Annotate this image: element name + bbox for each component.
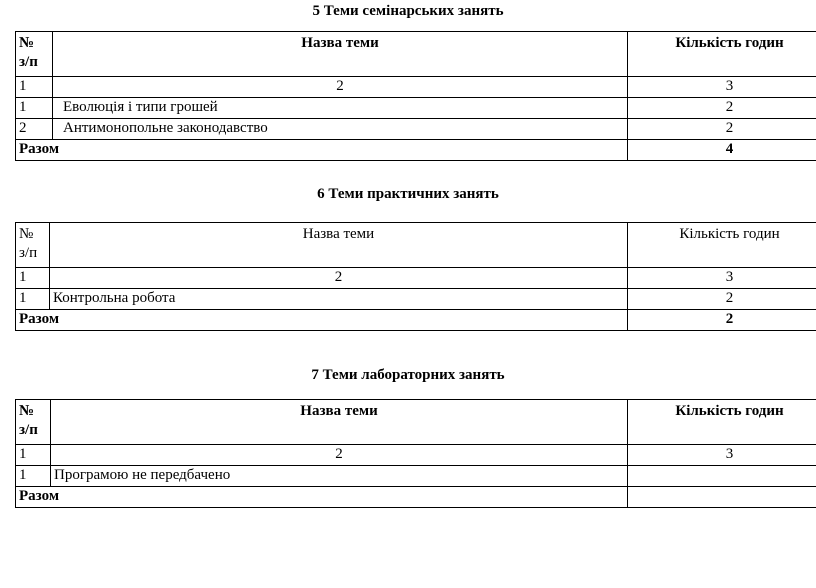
table-row xyxy=(16,119,816,140)
header-hours-cell: Кількість годин xyxy=(628,223,816,268)
practical-table xyxy=(15,222,816,331)
header-num-symbol: № xyxy=(19,403,35,419)
section-title-laboratory: 7 Теми лабораторних занять xyxy=(311,367,505,383)
row-topic: Програмою не передбачено xyxy=(51,466,628,487)
row-topic: Контрольна робота xyxy=(50,289,628,310)
header-num-abbrev: з/п xyxy=(19,422,38,438)
total-label: Разом xyxy=(16,310,628,331)
total-row xyxy=(16,140,816,161)
total-label: Разом xyxy=(16,140,628,161)
section-title-seminars: 5 Теми семінарських занять xyxy=(312,3,504,19)
header-num-symbol: № xyxy=(19,35,35,51)
header-hours-cell: Кількість годин xyxy=(628,400,816,445)
section-title-practical: 6 Теми практичних занять xyxy=(317,186,499,202)
header-name-cell: Назва теми xyxy=(51,400,628,445)
header-name-cell: Назва теми xyxy=(53,32,628,77)
table-header-row xyxy=(16,32,816,77)
total-hours: 2 xyxy=(628,310,816,331)
row-hours xyxy=(628,466,816,487)
index-row xyxy=(16,445,816,466)
total-label: Разом xyxy=(16,487,628,508)
index-cell-1: 1 xyxy=(16,445,51,466)
total-row xyxy=(16,310,816,331)
total-hours: 4 xyxy=(628,140,816,161)
total-row xyxy=(16,487,816,508)
total-hours xyxy=(628,487,816,508)
header-num-cell xyxy=(16,32,53,77)
row-num: 2 xyxy=(16,119,53,140)
index-cell-1: 1 xyxy=(16,77,53,98)
header-num-abbrev: з/п xyxy=(19,54,38,70)
row-num: 1 xyxy=(16,98,53,119)
row-hours: 2 xyxy=(628,289,816,310)
seminars-table xyxy=(15,31,816,161)
laboratory-table xyxy=(15,399,816,508)
header-name-cell: Назва теми xyxy=(50,223,628,268)
row-topic: Еволюція і типи грошей xyxy=(53,98,628,119)
row-topic: Антимонопольне законодавство xyxy=(53,119,628,140)
header-num-abbrev: з/п xyxy=(19,245,38,261)
row-num: 1 xyxy=(16,466,51,487)
table-header-row xyxy=(16,400,816,445)
index-cell-2: 2 xyxy=(50,268,628,289)
header-num-symbol: № xyxy=(19,226,34,242)
table-header-row xyxy=(16,223,816,268)
index-cell-3: 3 xyxy=(628,77,816,98)
index-cell-2: 2 xyxy=(51,445,628,466)
index-cell-2: 2 xyxy=(53,77,628,98)
index-row xyxy=(16,268,816,289)
index-cell-1: 1 xyxy=(16,268,50,289)
index-row xyxy=(16,77,816,98)
row-num: 1 xyxy=(16,289,50,310)
index-cell-3: 3 xyxy=(628,445,816,466)
row-hours: 2 xyxy=(628,98,816,119)
row-hours: 2 xyxy=(628,119,816,140)
header-num-cell xyxy=(16,223,50,268)
header-num-cell xyxy=(16,400,51,445)
header-hours-cell: Кількість годин xyxy=(628,32,816,77)
table-row xyxy=(16,98,816,119)
index-cell-3: 3 xyxy=(628,268,816,289)
table-row xyxy=(16,466,816,487)
table-row xyxy=(16,289,816,310)
